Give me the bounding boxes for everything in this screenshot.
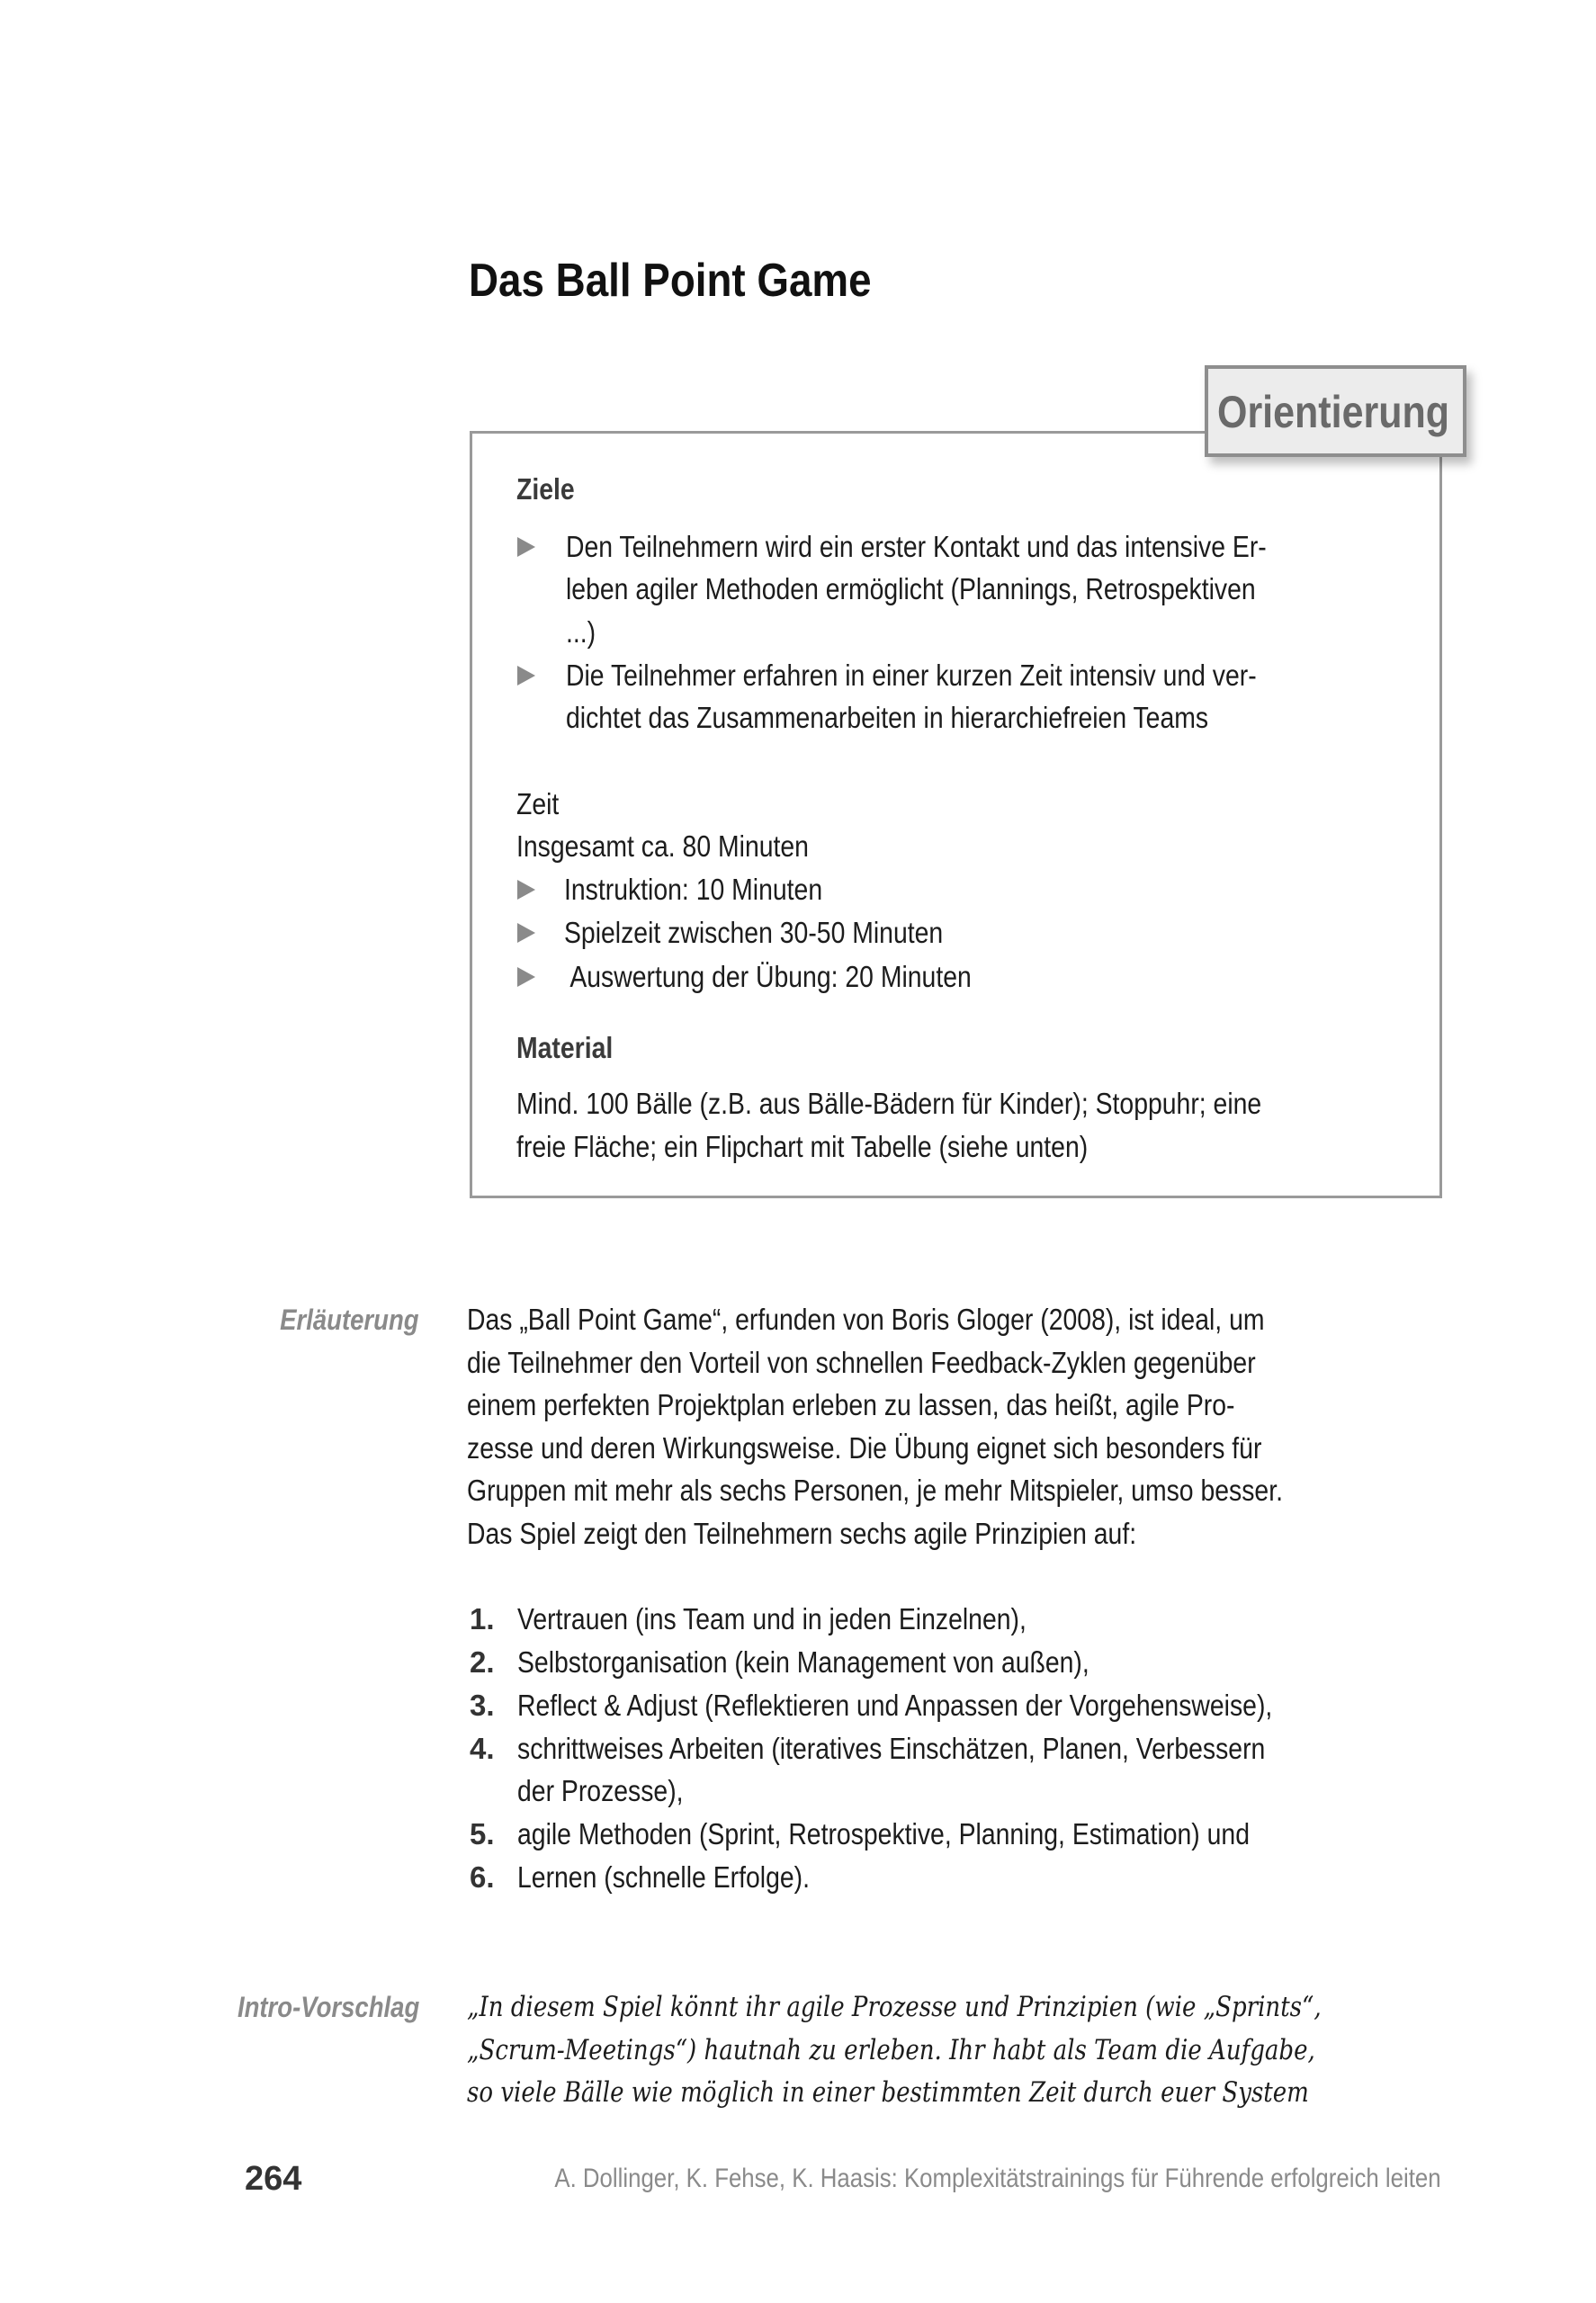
list-number: 5.	[470, 1817, 495, 1850]
erlaeuterung-label: Erläuterung	[280, 1304, 419, 1336]
list-number: 6.	[470, 1860, 495, 1894]
list-item: Vertrauen (ins Team und in jeden Einzelnen),	[517, 1602, 1027, 1635]
zeit-item: Instruktion: 10 Minuten	[564, 873, 823, 906]
material-line: Mind. 100 Bälle (z.B. aus Bälle-Bädern für Kinder); Stoppuhr; eine	[516, 1087, 1262, 1120]
footer-citation: A. Dollinger, K. Fehse, K. Haasis: Komplexitätstrainings für Führende erfolgreich leiten	[554, 2164, 1441, 2193]
body-line: Gruppen mit mehr als sechs Personen, je mehr Mitspieler, umso besser.	[467, 1474, 1283, 1507]
list-item: Selbstorganisation (kein Management von außen),	[517, 1645, 1089, 1679]
orientation-tab	[1205, 365, 1466, 457]
list-item: schrittweises Arbeiten (iteratives Einschätzen, Planen, Verbessern	[517, 1732, 1266, 1765]
page-number: 264	[245, 2160, 302, 2198]
ziele-heading: Ziele	[516, 472, 575, 506]
bullet-triangle-icon	[517, 967, 535, 987]
ziele-item-1-line: ...)	[566, 615, 596, 649]
ziele-item-1-line: leben agiler Methoden ermöglicht (Plannings, Retrospektiven	[566, 572, 1256, 605]
material-heading: Material	[516, 1031, 614, 1064]
list-number: 3.	[470, 1689, 495, 1722]
ziele-item-1-line: Den Teilnehmern wird ein erster Kontakt und das intensive Er-	[566, 530, 1267, 563]
body-line: Das „Ball Point Game“, erfunden von Boris Gloger (2008), ist ideal, um	[467, 1303, 1265, 1336]
list-item: agile Methoden (Sprint, Retrospektive, Planning, Estimation) und	[517, 1817, 1251, 1850]
list-item: Lernen (schnelle Erfolge).	[517, 1860, 810, 1894]
intro-label: Intro-Vorschlag	[237, 1991, 419, 2023]
bullet-triangle-icon	[517, 923, 535, 943]
body-line: die Teilnehmer den Vorteil von schnellen Feedback-Zyklen gegenüber	[467, 1346, 1256, 1379]
body-line: einem perfekten Projektplan erleben zu lassen, das heißt, agile Pro-	[467, 1388, 1235, 1421]
bullet-triangle-icon	[517, 880, 535, 900]
intro-line: „Scrum-Meetings“) hautnah zu erleben. Ihr habt als Team die Aufgabe,	[467, 2034, 1315, 2066]
intro-line: „In diesem Spiel könnt ihr agile Prozesse und Prinzipien (wie „Sprints“,	[467, 1991, 1322, 2023]
zeit-total: Insgesamt ca. 80 Minuten	[516, 829, 809, 863]
intro-line: so viele Bälle wie möglich in einer bestimmten Zeit durch euer System	[467, 2076, 1309, 2109]
orientation-tab-label: Orientierung	[1217, 387, 1450, 437]
list-number: 1.	[470, 1602, 495, 1635]
body-line: zesse und deren Wirkungsweise. Die Übung eignet sich besonders für	[467, 1431, 1262, 1465]
zeit-item: Auswertung der Übung: 20 Minuten	[564, 960, 972, 993]
list-item: Reflect & Adjust (Reflektieren und Anpassen der Vorgehensweise),	[517, 1689, 1273, 1722]
zeit-heading: Zeit	[516, 787, 560, 820]
page-title: Das Ball Point Game	[469, 255, 872, 307]
body-line: Das Spiel zeigt den Teilnehmern sechs agile Prinzipien auf:	[467, 1517, 1137, 1550]
ziele-item-2-line: Die Teilnehmer erfahren in einer kurzen Zeit intensiv und ver-	[566, 659, 1257, 692]
ziele-item-2-line: dichtet das Zusammenarbeiten in hierarchiefreien Teams	[566, 701, 1209, 734]
list-number: 2.	[470, 1645, 495, 1679]
bullet-triangle-icon	[517, 666, 535, 686]
list-item: der Prozesse),	[517, 1774, 684, 1807]
material-line: freie Fläche; ein Flipchart mit Tabelle (siehe unten)	[516, 1130, 1089, 1163]
list-number: 4.	[470, 1732, 495, 1765]
zeit-item: Spielzeit zwischen 30-50 Minuten	[564, 916, 944, 949]
bullet-triangle-icon	[517, 537, 535, 557]
